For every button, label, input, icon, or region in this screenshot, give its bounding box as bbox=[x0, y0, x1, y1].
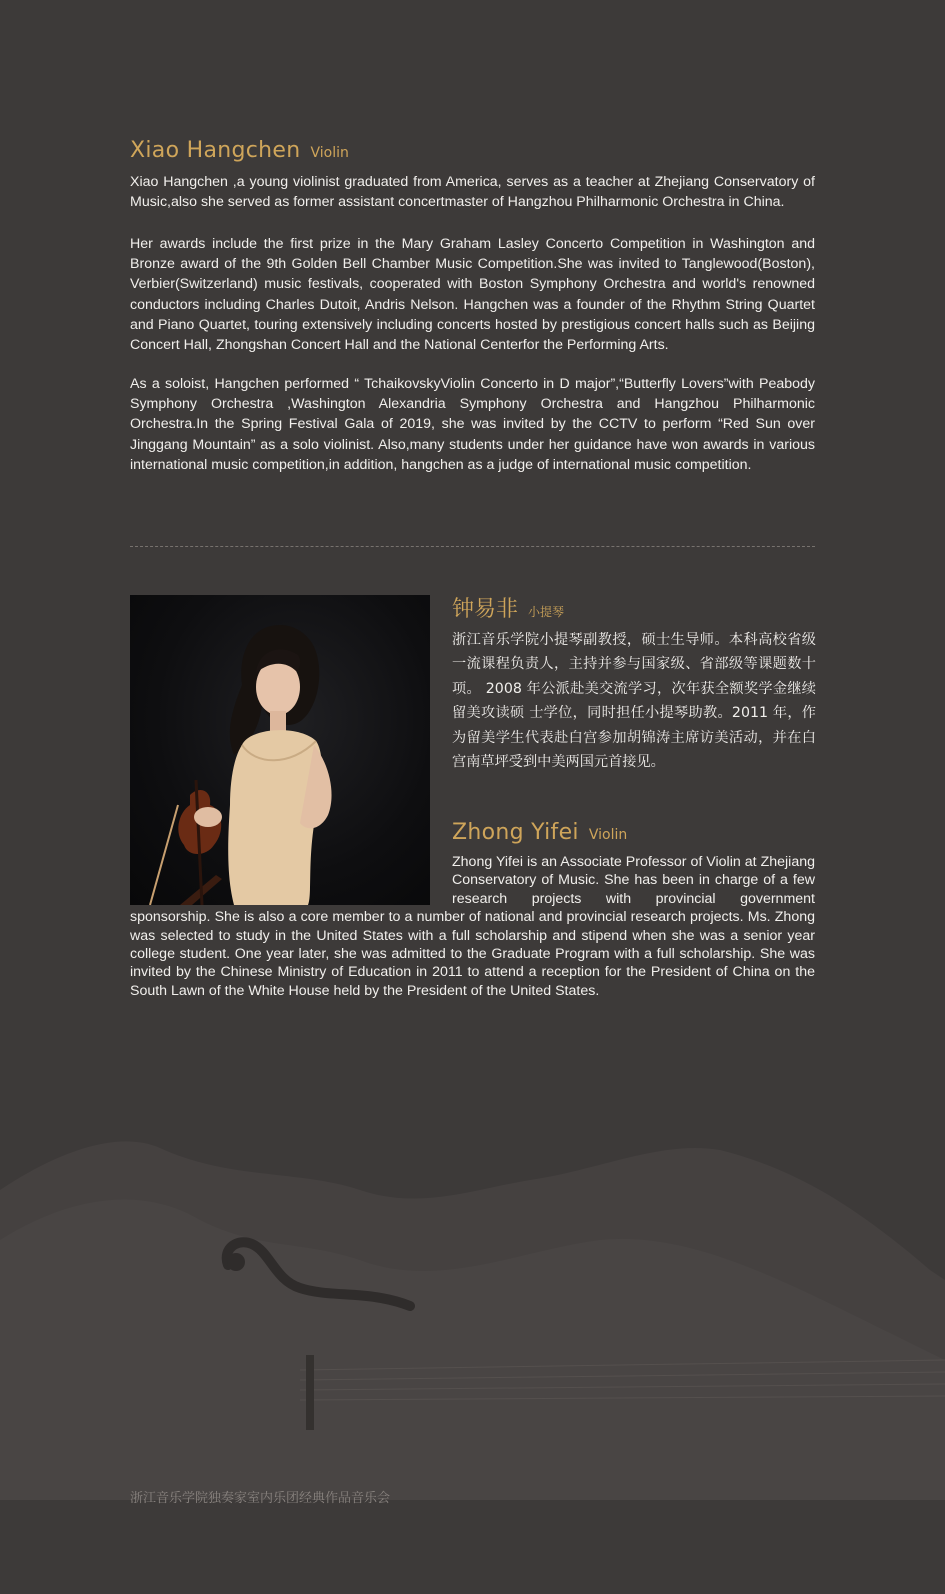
person2-en-heading bbox=[452, 820, 627, 845]
person1-bio-paragraph-1: Xiao Hangchen ,a young violinist graduated from America, serves as a teacher at Zhejiang Conservatory of Music,also she served as former assistant concertmaster of Hangzhou Philharmonic Orchestra in China. bbox=[130, 174, 815, 211]
person2-zh-heading bbox=[452, 592, 564, 623]
person1-bio-paragraph-3: As a soloist, Hangchen performed “ TchaikovskyViolin Concerto in D major”,“Butterfly Lovers”with Peabody Symphony Orchestra ,Washington Alexandria Symphony Orchestra and Hangzhou Philharmonic Orchestra.In the Spring Festival Gala of 2019, she was invited by the CCTV to perform “Red Sun over Jinggang Mountain” as a solo violinist. Also,many students under her guidance have won awards in various international music competition,in addition, hangchen as a judge of international music competition. bbox=[130, 376, 815, 473]
photo-wrap-spacer bbox=[130, 853, 452, 908]
person1-name: Xiao Hangchen bbox=[130, 138, 301, 163]
person2-bio-en-block bbox=[130, 853, 815, 1000]
person1-heading bbox=[130, 138, 349, 163]
person2-bio-zh: 浙江音乐学院小提琴副教授，硕士生导师。本科高校省级一流课程负责人，主持并参与国家级、省部级等课题数十项。 2008 年公派赴美交流学习，次年获全额奖学金继续留美攻读硕 士学位，同时担任小提琴助教。2011 年，作为留美学生代表赴白宫参加胡锦涛主席访美活动，并在白宫南草坪受到中美两国元首接见。 bbox=[452, 632, 816, 771]
violin-silhouette bbox=[0, 1130, 945, 1500]
person2-name-en: Zhong Yifei bbox=[452, 820, 579, 845]
person2-role-en: Violin bbox=[588, 827, 628, 843]
person1-bio-paragraph-2: Her awards include the first prize in the Mary Graham Lasley Concerto Competition in Washington and Bronze award of the 9th Golden Bell Chamber Music Competition.She was invited to Tanglewood(Boston), Verbier(Switzerland) music festivals, cooperated with Boston Symphony Orchestra and world's renowned conductors including Charles Dutoit, Andris Nelson. Hangchen was a founder of the Rhythm String Quartet and Piano Quartet, touring extensively including concerts hosted by prestigious concert halls such as Beijing Concert Hall, Zhongshan Concert Hall and the National Centerfor the Performing Arts. bbox=[130, 236, 815, 354]
footer-concert-title: 浙江音乐学院独奏家室内乐团经典作品音乐会 bbox=[130, 1491, 391, 1506]
person1-role: Violin bbox=[310, 145, 349, 161]
person2-role-zh: 小提琴 bbox=[528, 605, 565, 619]
person2-name-zh: 钟易非 bbox=[452, 597, 519, 622]
section-divider bbox=[130, 546, 815, 547]
person2-bio-en: Zhong Yifei is an Associate Professor of Violin at Zhejiang Conservatory of Music. She has been in charge of a few research projects with provincial government sponsorship. She is also a core member to a number of national and provincial research projects. Ms. Zhong was selected to study in the United States with a full scholarship and stipend when she was a senior year college student. One year later, she was admitted to the Graduate Program with a full scholarship. She was invited by the Chinese Ministry of Education in 2011 to attend a reception for the President of China on the South Lawn of the White House held by the President of the United States. bbox=[130, 854, 815, 999]
